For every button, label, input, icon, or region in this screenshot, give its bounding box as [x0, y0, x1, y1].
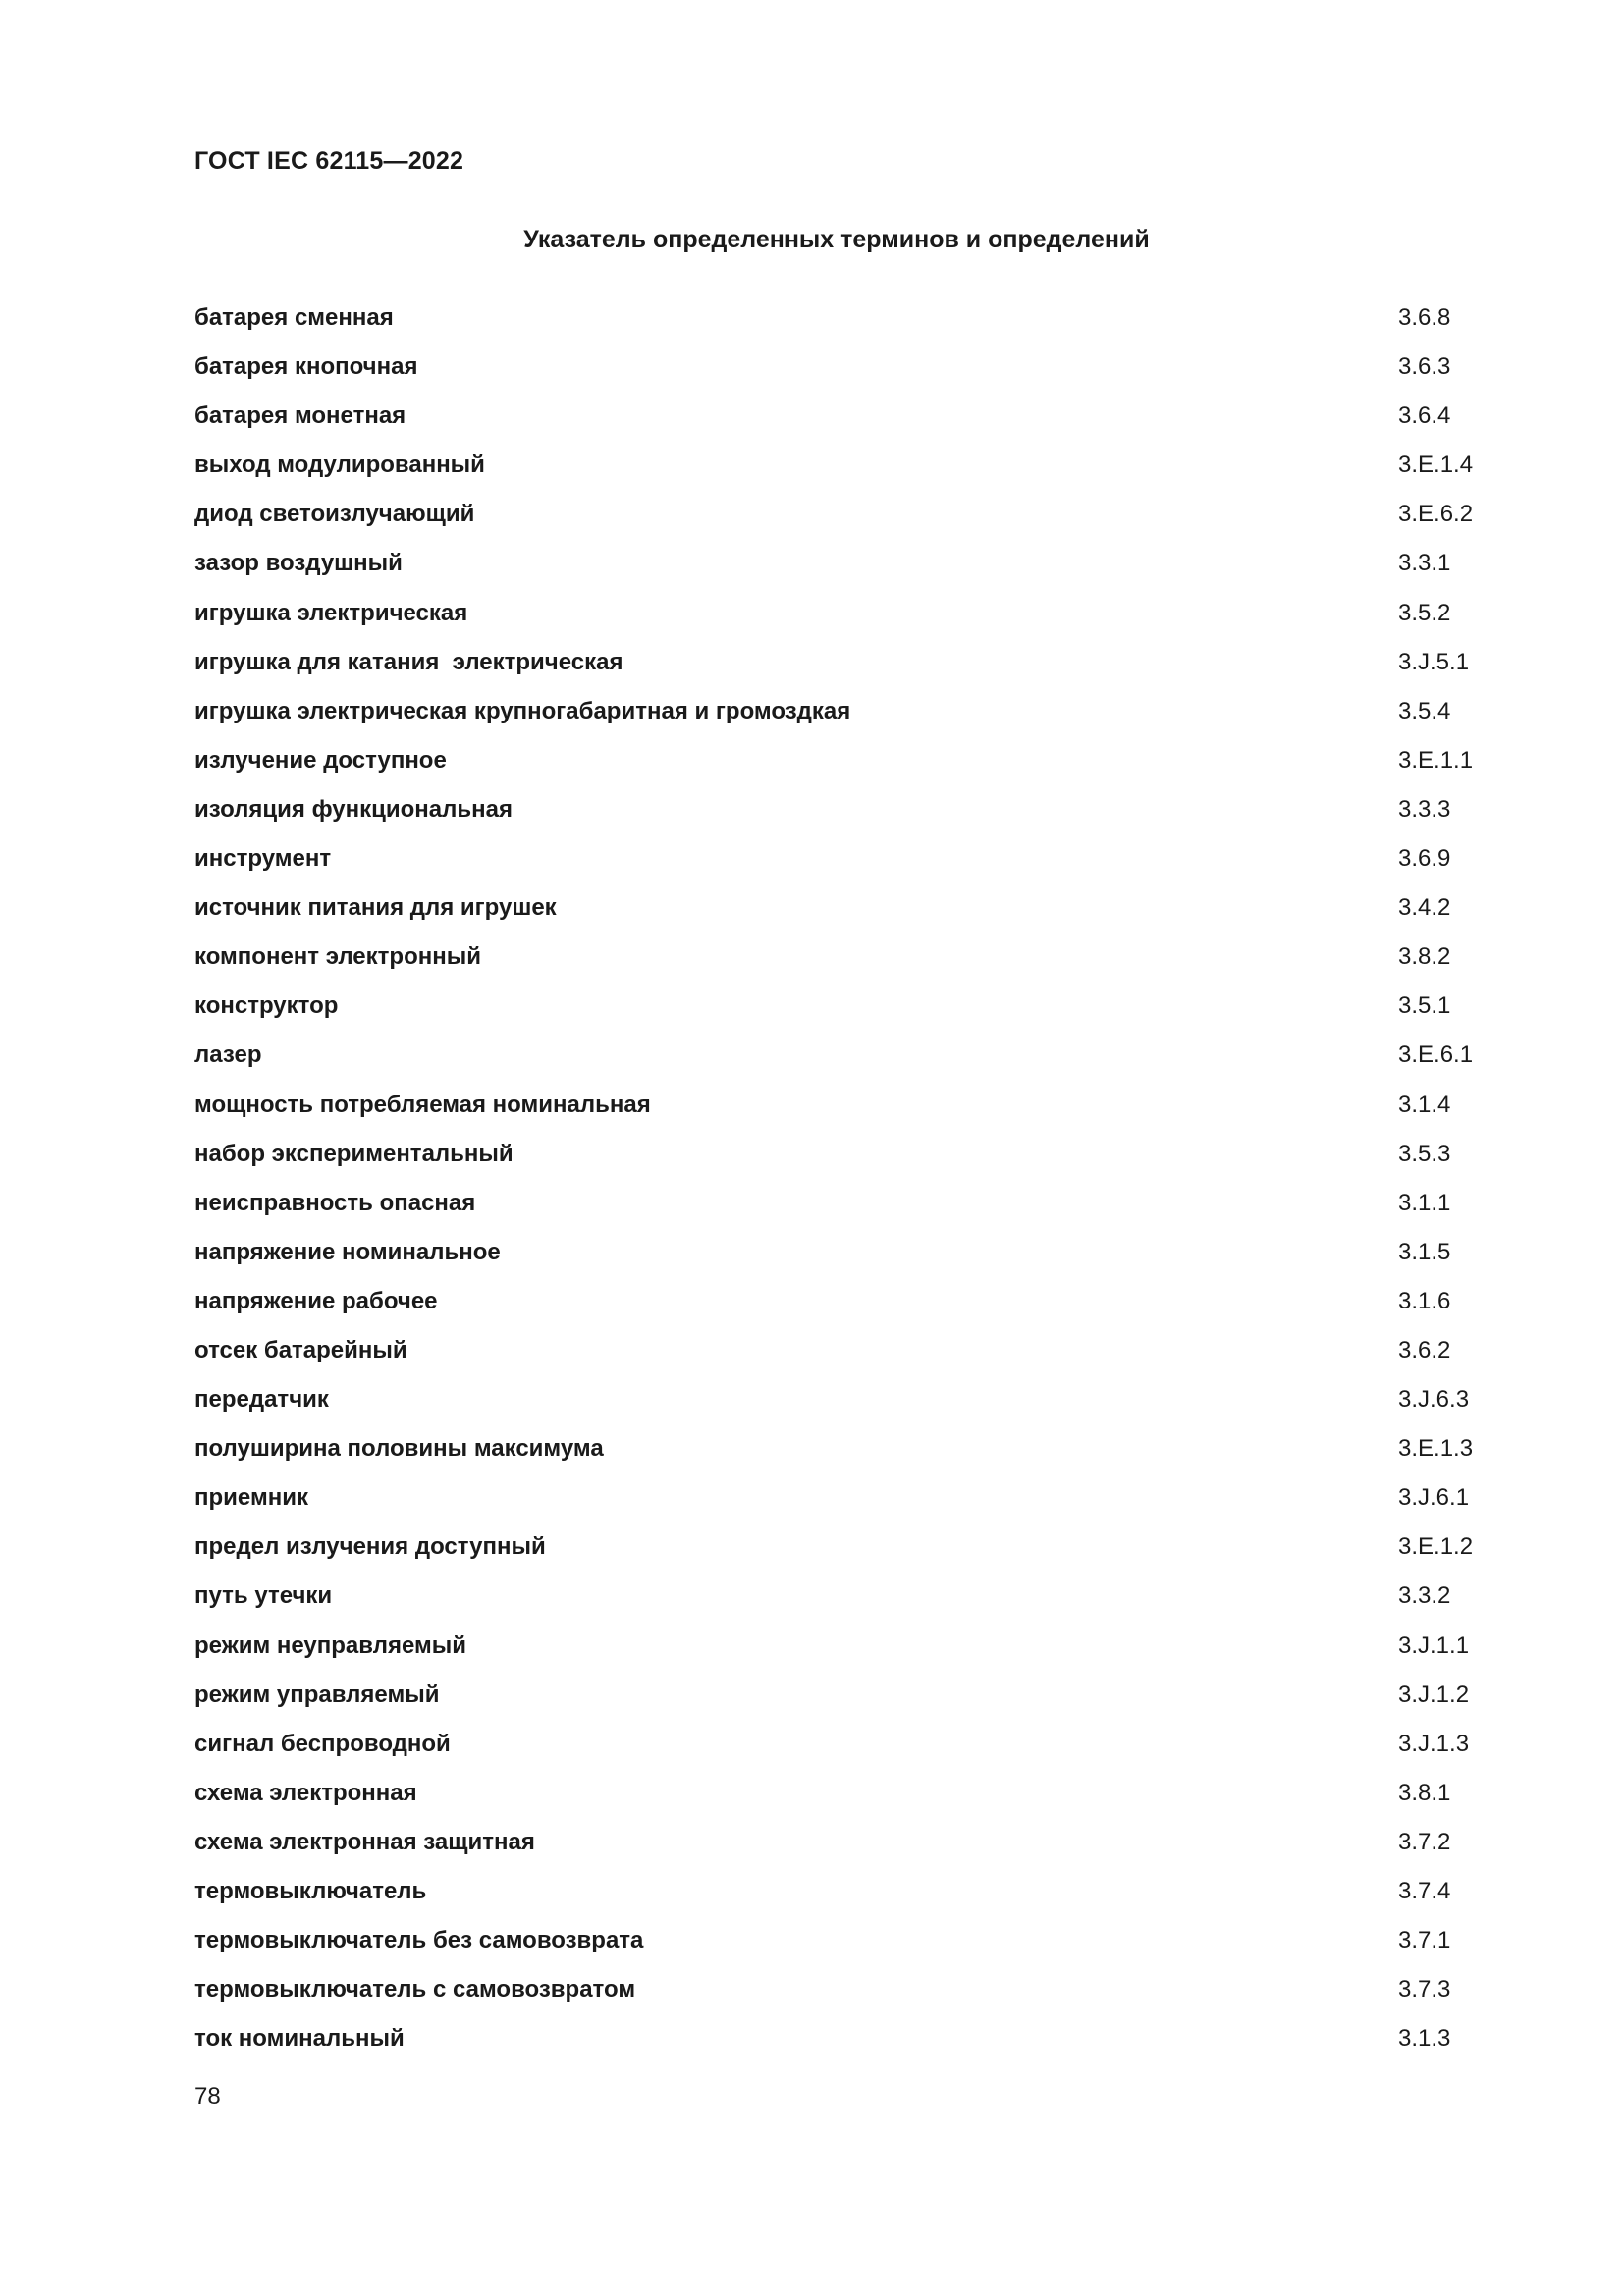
index-entry — [194, 1578, 1490, 1628]
index-entry — [194, 399, 1490, 448]
index-title: Указатель определенных терминов и определений — [523, 226, 1150, 253]
index-reference: 3.5.2 — [1398, 599, 1451, 626]
index-entry — [194, 1727, 1490, 1776]
index-entry — [194, 596, 1490, 645]
index-entry — [194, 1923, 1490, 1972]
index-term: батарея сменная — [194, 304, 394, 331]
index-entry — [194, 988, 1490, 1038]
index-term: конструктор — [194, 992, 339, 1020]
index-term: напряжение номинальное — [194, 1238, 501, 1265]
index-term: режим неуправляемый — [194, 1631, 466, 1659]
index-term: мощность потребляемая номинальная — [194, 1091, 651, 1118]
index-reference: 3.7.3 — [1398, 1976, 1451, 2003]
index-reference: 3.3.2 — [1398, 1582, 1451, 1610]
index-term: лазер — [194, 1041, 262, 1069]
index-entry — [194, 1874, 1490, 1923]
index-reference: 3.J.6.3 — [1398, 1386, 1470, 1414]
index-reference: 3.8.1 — [1398, 1779, 1451, 1806]
index-reference: 3.E.1.4 — [1398, 452, 1474, 479]
index-term: набор экспериментальный — [194, 1140, 514, 1167]
index-term: неисправность опасная — [194, 1189, 476, 1216]
index-reference: 3.5.3 — [1398, 1140, 1451, 1167]
index-entry — [194, 448, 1490, 497]
index-reference: 3.E.1.1 — [1398, 746, 1474, 774]
index-term: отсек батарейный — [194, 1336, 407, 1363]
index-term: компонент электронный — [194, 943, 481, 971]
index-reference: 3.6.9 — [1398, 845, 1451, 873]
index-reference: 3.E.6.2 — [1398, 501, 1474, 528]
index-term: батарея монетная — [194, 402, 406, 430]
index-entry — [194, 1088, 1490, 1137]
index-reference: 3.J.1.3 — [1398, 1730, 1470, 1757]
index-term: приемник — [194, 1484, 308, 1512]
index-reference: 3.1.4 — [1398, 1091, 1451, 1118]
index-term: игрушка электрическая крупногабаритная и громоздкая — [194, 697, 851, 724]
index-reference: 3.J.1.1 — [1398, 1631, 1470, 1659]
index-entry — [194, 841, 1490, 890]
index-entry — [194, 1529, 1490, 1578]
index-reference: 3.7.2 — [1398, 1828, 1451, 1855]
index-reference: 3.1.3 — [1398, 2025, 1451, 2053]
index-entry — [194, 1480, 1490, 1529]
terms-index-list — [194, 300, 1490, 2070]
index-reference: 3.E.1.3 — [1398, 1435, 1474, 1463]
index-reference: 3.6.8 — [1398, 304, 1451, 331]
index-entry — [194, 1038, 1490, 1087]
index-term: излучение доступное — [194, 746, 447, 774]
index-term: схема электронная защитная — [194, 1828, 535, 1855]
index-entry — [194, 1629, 1490, 1678]
index-reference: 3.1.5 — [1398, 1238, 1451, 1265]
index-entry — [194, 349, 1490, 399]
index-reference: 3.5.4 — [1398, 697, 1451, 724]
index-reference: 3.1.6 — [1398, 1287, 1451, 1314]
index-term: источник питания для игрушек — [194, 894, 557, 922]
index-term: игрушка для катания электрическая — [194, 648, 623, 675]
index-term: схема электронная — [194, 1779, 417, 1806]
index-term: изоляция функциональная — [194, 795, 513, 823]
index-reference: 3.J.1.2 — [1398, 1681, 1470, 1708]
index-term: сигнал беспроводной — [194, 1730, 451, 1757]
index-term: передатчик — [194, 1386, 329, 1414]
index-entry — [194, 1186, 1490, 1235]
index-term: напряжение рабочее — [194, 1287, 438, 1314]
index-entry — [194, 546, 1490, 595]
index-term: инструмент — [194, 845, 332, 873]
document-header: ГОСТ IEC 62115—2022 — [194, 147, 464, 175]
index-reference: 3.3.1 — [1398, 550, 1451, 577]
index-entry — [194, 1431, 1490, 1480]
index-reference: 3.E.6.1 — [1398, 1041, 1474, 1069]
index-term: путь утечки — [194, 1582, 333, 1610]
index-term: диод светоизлучающий — [194, 501, 475, 528]
index-entry — [194, 1972, 1490, 2021]
index-term: ток номинальный — [194, 2025, 405, 2053]
index-entry — [194, 1678, 1490, 1727]
index-term: игрушка электрическая — [194, 599, 468, 626]
index-entry — [194, 1776, 1490, 1825]
index-entry — [194, 645, 1490, 694]
index-entry — [194, 792, 1490, 841]
index-term: зазор воздушный — [194, 550, 403, 577]
index-entry — [194, 939, 1490, 988]
index-entry — [194, 2021, 1490, 2070]
index-term: термовыключатель — [194, 1878, 427, 1904]
index-entry — [194, 1825, 1490, 1874]
index-reference: 3.7.1 — [1398, 1927, 1451, 1954]
index-term: полуширина половины максимума — [194, 1435, 604, 1463]
index-entry — [194, 1284, 1490, 1333]
index-term: термовыключатель без самовозврата — [194, 1927, 644, 1954]
index-reference: 3.8.2 — [1398, 943, 1451, 971]
index-entry — [194, 1137, 1490, 1186]
index-reference: 3.6.2 — [1398, 1336, 1451, 1363]
index-reference: 3.J.6.1 — [1398, 1484, 1470, 1512]
index-entry — [194, 694, 1490, 743]
index-entry — [194, 890, 1490, 939]
index-reference: 3.3.3 — [1398, 795, 1451, 823]
index-reference: 3.5.1 — [1398, 992, 1451, 1020]
page-number: 78 — [194, 2083, 221, 2109]
index-reference: 3.7.4 — [1398, 1878, 1451, 1904]
index-term: батарея кнопочная — [194, 353, 418, 381]
index-entry — [194, 497, 1490, 546]
index-entry — [194, 300, 1490, 349]
index-reference: 3.J.5.1 — [1398, 648, 1470, 675]
index-reference: 3.1.1 — [1398, 1189, 1451, 1216]
index-entry — [194, 1235, 1490, 1284]
index-reference: 3.4.2 — [1398, 894, 1451, 922]
index-term: режим управляемый — [194, 1681, 440, 1708]
index-reference: 3.6.3 — [1398, 353, 1451, 381]
index-reference: 3.6.4 — [1398, 402, 1451, 430]
index-term: предел излучения доступный — [194, 1533, 546, 1561]
index-reference: 3.E.1.2 — [1398, 1533, 1474, 1561]
index-term: выход модулированный — [194, 452, 485, 479]
index-entry — [194, 743, 1490, 792]
index-entry — [194, 1333, 1490, 1382]
index-term: термовыключатель с самовозвратом — [194, 1976, 636, 2003]
index-entry — [194, 1382, 1490, 1431]
